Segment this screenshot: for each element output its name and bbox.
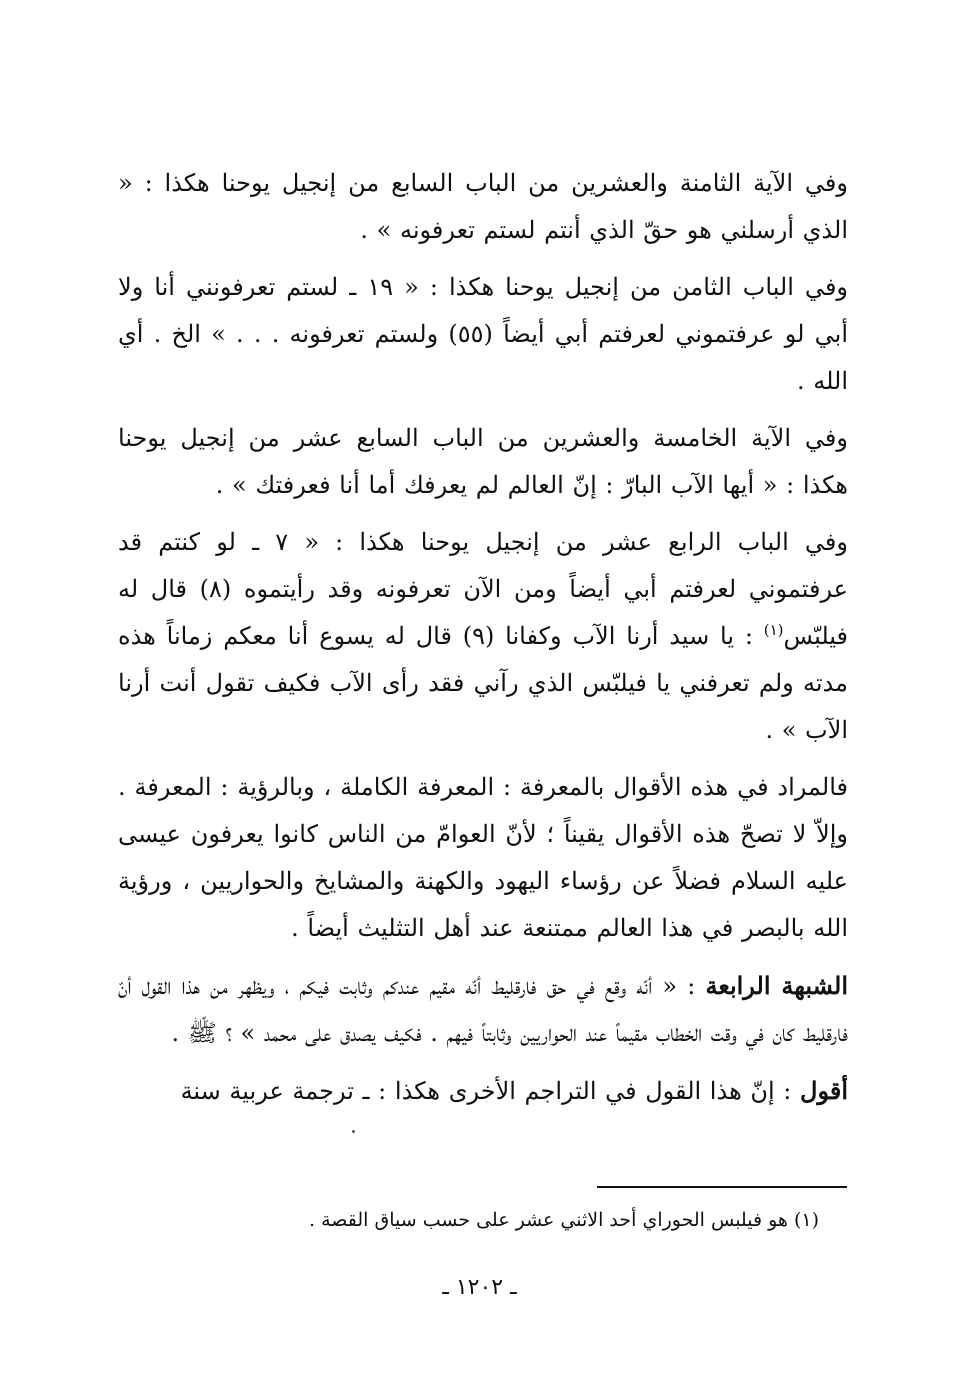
paragraph-1: [118, 160, 848, 254]
paragraph-4-text-after: : يا سيد أرنا الآب وكفانا (٩) قال له يسوع أنا معكم زماناً هذه مدته ولم تعرفني يا فيلبّس الذي رآني فقد رأى الآب فكيف تقول أنت أرنا الآب » .: [118, 622, 848, 744]
paragraph-6: [118, 962, 848, 1057]
paragraph-7: [118, 1067, 848, 1115]
paragraph-6-text: : « أنّه وقع في حق فارقليط أنّه مقيم عندكم وثابت فيكم ، ويظهر من هذا القول أنّ فارقليط كان في وقت الخطاب مقيماً عند الحواريين وثابتاً فيهم . فكيف يصدق على محمد » ؟ ﷺ .: [118, 972, 848, 1047]
paragraph-7-text: : إنّ هذا القول في التراجم الأخرى هكذا : ـ ترجمة عربية سنة: [180, 1077, 792, 1105]
page-number: ـ ١٢٠٢ ـ: [442, 1275, 517, 1300]
paragraph-5-text: فالمراد في هذه الأقوال بالمعرفة : المعرفة الكاملة ، وبالرؤية : المعرفة . وإلاّ لا تصحّ هذه الأقوال يقيناً ؛ لأنّ العوامّ من الناس كانوا يعرفون عيسى عليه السلام فضلاً عن رؤساء اليهود والكهنة والمشايخ والحواريين ، ورؤية الله بالبصر في هذا العالم ممتنعة عند أهل التثليث أيضاً .: [118, 773, 848, 942]
paragraph-2: [118, 264, 848, 405]
paragraph-3-text: وفي الآية الخامسة والعشرين من الباب السابع عشر من إنجيل يوحنا هكذا : « أيها الآب البارّ : إنّ العالم لم يعرفك أما أنا فعرفتك » .: [118, 424, 848, 499]
paragraph-6-lead: الشبهة الرابعة: [705, 971, 848, 1000]
paragraph-3: [118, 415, 848, 509]
paragraph-2-text: وفي الباب الثامن من إنجيل يوحنا هكذا : « ١٩ ـ لستم تعرفونني أنا ولا أبي لو عرفتموني لعرفتم أبي أيضاً (٥٥) ولستم تعرفونه . . . » الخ . أي الله .: [118, 273, 849, 395]
paragraph-7-lead: أقول: [800, 1076, 848, 1105]
print-speck: [352, 1130, 355, 1133]
paragraph-1-text: وفي الآية الثامنة والعشرين من الباب السابع من إنجيل يوحنا هكذا : « الذي أرسلني هو حقّ الذي أنتم لستم تعرفونه » .: [118, 169, 848, 244]
footnote-reference: (١): [763, 621, 784, 639]
footnote: [119, 1205, 819, 1235]
footnote-divider: [597, 1186, 847, 1188]
paragraph-4: [118, 519, 848, 754]
footnote-text: (١) هو فيلبس الحوراي أحد الاثني عشر على حسب سياق القصة .: [309, 1209, 819, 1231]
main-text: [118, 160, 848, 1125]
paragraph-5: [118, 764, 848, 952]
paragraph-4-text-before: وفي الباب الرابع عشر من إنجيل يوحنا هكذا : « ٧ ـ لو كنتم قد عرفتموني لعرفتم أبي أيضاً ومن الآن تعرفونه وقد رأيتموه (٨) قال له فيلبّس: [118, 528, 849, 650]
